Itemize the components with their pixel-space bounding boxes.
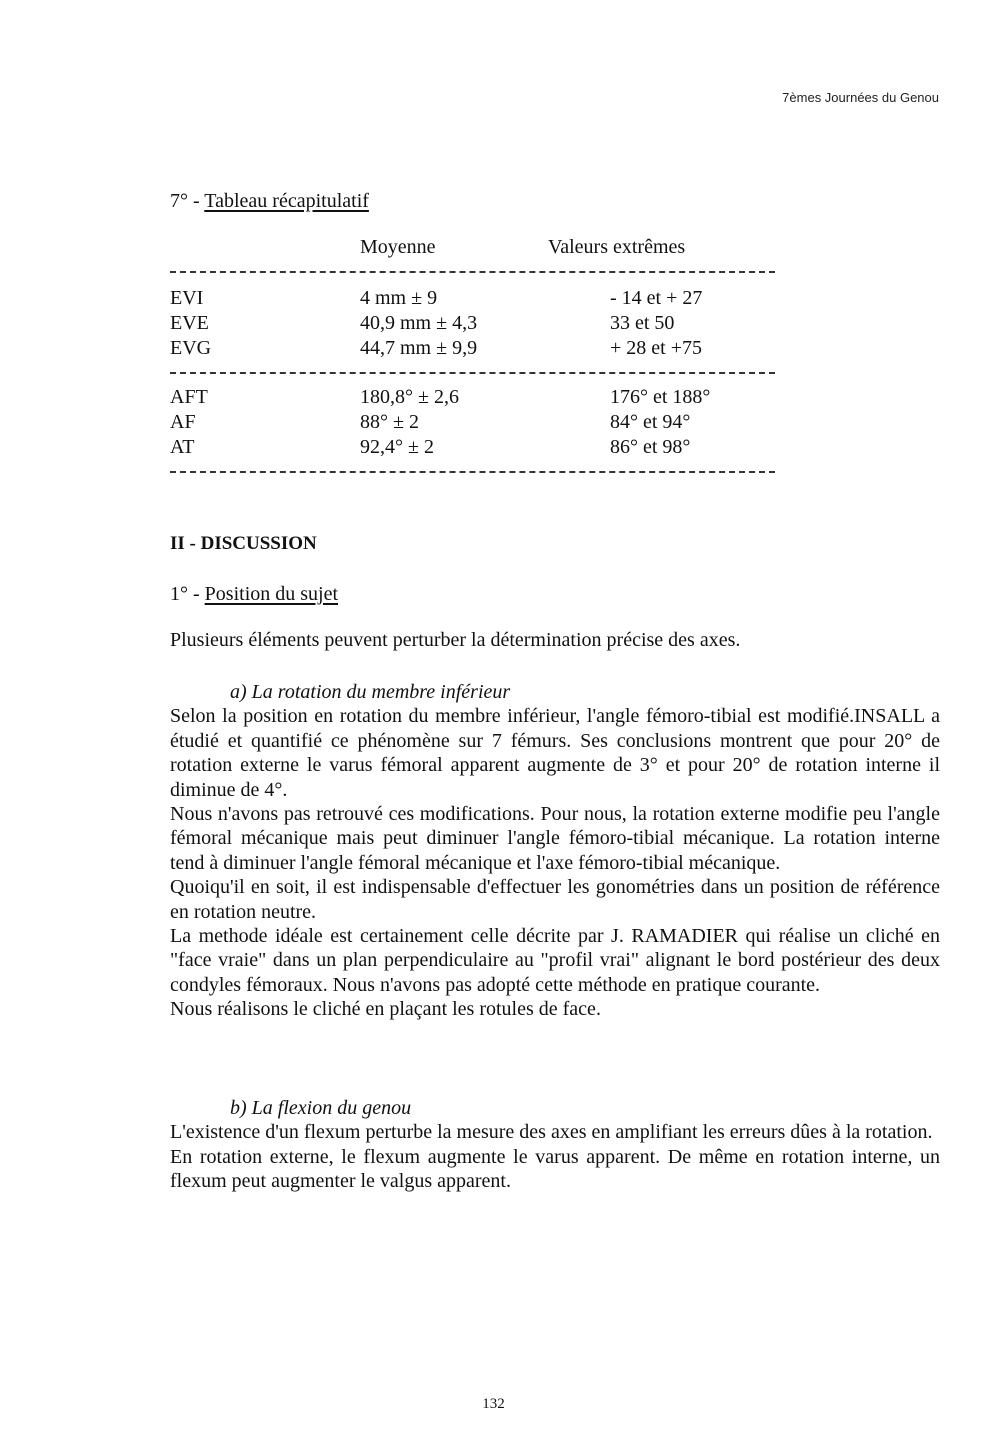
subsection-heading [170,583,338,606]
section-heading [170,190,369,213]
row-label: AT [170,436,195,458]
row-extremes: 33 et 50 [610,312,675,334]
table-rule [170,471,775,473]
row-label: AF [170,411,196,433]
subsection-number: 1° - [170,583,205,605]
row-extremes: 84° et 94° [610,411,691,433]
table-header [170,236,775,264]
table-row [170,337,775,362]
table-row [170,436,775,461]
row-extremes: - 14 et + 27 [610,287,703,309]
paragraph: En rotation externe, le flexum augmente le varus apparent. De même en rotation interne, un flexum peut augmenter le valgus apparent. [170,1145,940,1193]
table-row [170,287,775,312]
paragraph: Selon la position en rotation du membre inférieur, l'angle fémoro-tibial est modifié.INSALL a étudié et quantifié ce phénomène sur 7 fémurs. Ses conclusions montrent que pour 20° de rotation externe le varus fémoral apparent augmente de 3° et pour 20° de rotation interne il diminue de 4°. [170,705,940,801]
row-mean: 44,7 mm ± 9,9 [360,337,478,359]
table-row [170,411,775,436]
subsection-title: Position du sujet [204,583,339,605]
rotation-subtitle: a) La rotation du membre inférieur [230,681,511,703]
intro-paragraph: Plusieurs éléments peuvent perturber la détermination précise des axes. [170,629,741,651]
table-row [170,386,775,411]
paragraph: Quoiqu'il en soit, il est indispensable d'effectuer les gonométries dans un position de référence en rotation neutre. [170,876,940,923]
row-extremes: + 28 et +75 [610,337,702,359]
row-label: EVE [170,312,209,334]
running-header: 7èmes Journées du Genou [782,90,939,105]
row-label: EVI [170,287,204,309]
paragraph: Nous réalisons le cliché en plaçant les rotules de face. [170,998,601,1021]
row-mean: 92,4° ± 2 [360,436,434,458]
flexion-subtitle: b) La flexion du genou [230,1097,412,1119]
table-rule [170,271,775,273]
flexion-section [170,1096,940,1194]
table-row [170,312,775,337]
table-rule [170,372,775,374]
page-number: 132 [482,1396,505,1412]
row-extremes: 176° et 188° [610,386,711,408]
row-label: AFT [170,386,208,408]
section-number: 7° - [170,190,205,212]
section-title: Tableau récapitulatif [204,190,369,212]
column-header-mean: Moyenne [360,236,436,258]
row-label: EVG [170,337,212,359]
paragraph: Nous n'avons pas retrouvé ces modifications. Pour nous, la rotation externe modifie peu l'angle fémoral mécanique mais peut diminuer l'angle fémoro-tibial mécanique. La rotation interne tend à diminuer l'angle fémoral mécanique et l'axe fémoro-tibial mécanique. [170,803,940,874]
column-header-extremes: Valeurs extrêmes [548,236,686,258]
paragraph: L'existence d'un flexum perturbe la mesure des axes en amplifiant les erreurs dûes à la rotation. [170,1121,933,1144]
paragraph: La methode idéale est certainement celle décrite par J. RAMADIER qui réalise un cliché en "face vraie" dans un plan perpendiculaire au "profil vrai" alignant le bord postérieur des deux condyles fémoraux. Nous n'avons pas adopté cette méthode en pratique courante. [170,925,940,996]
row-mean: 40,9 mm ± 4,3 [360,312,478,334]
row-mean: 4 mm ± 9 [360,287,438,309]
row-mean: 180,8° ± 2,6 [360,386,459,408]
discussion-heading: II - DISCUSSION [170,533,317,554]
row-extremes: 86° et 98° [610,436,691,458]
row-mean: 88° ± 2 [360,411,419,433]
rotation-section [170,680,940,1022]
